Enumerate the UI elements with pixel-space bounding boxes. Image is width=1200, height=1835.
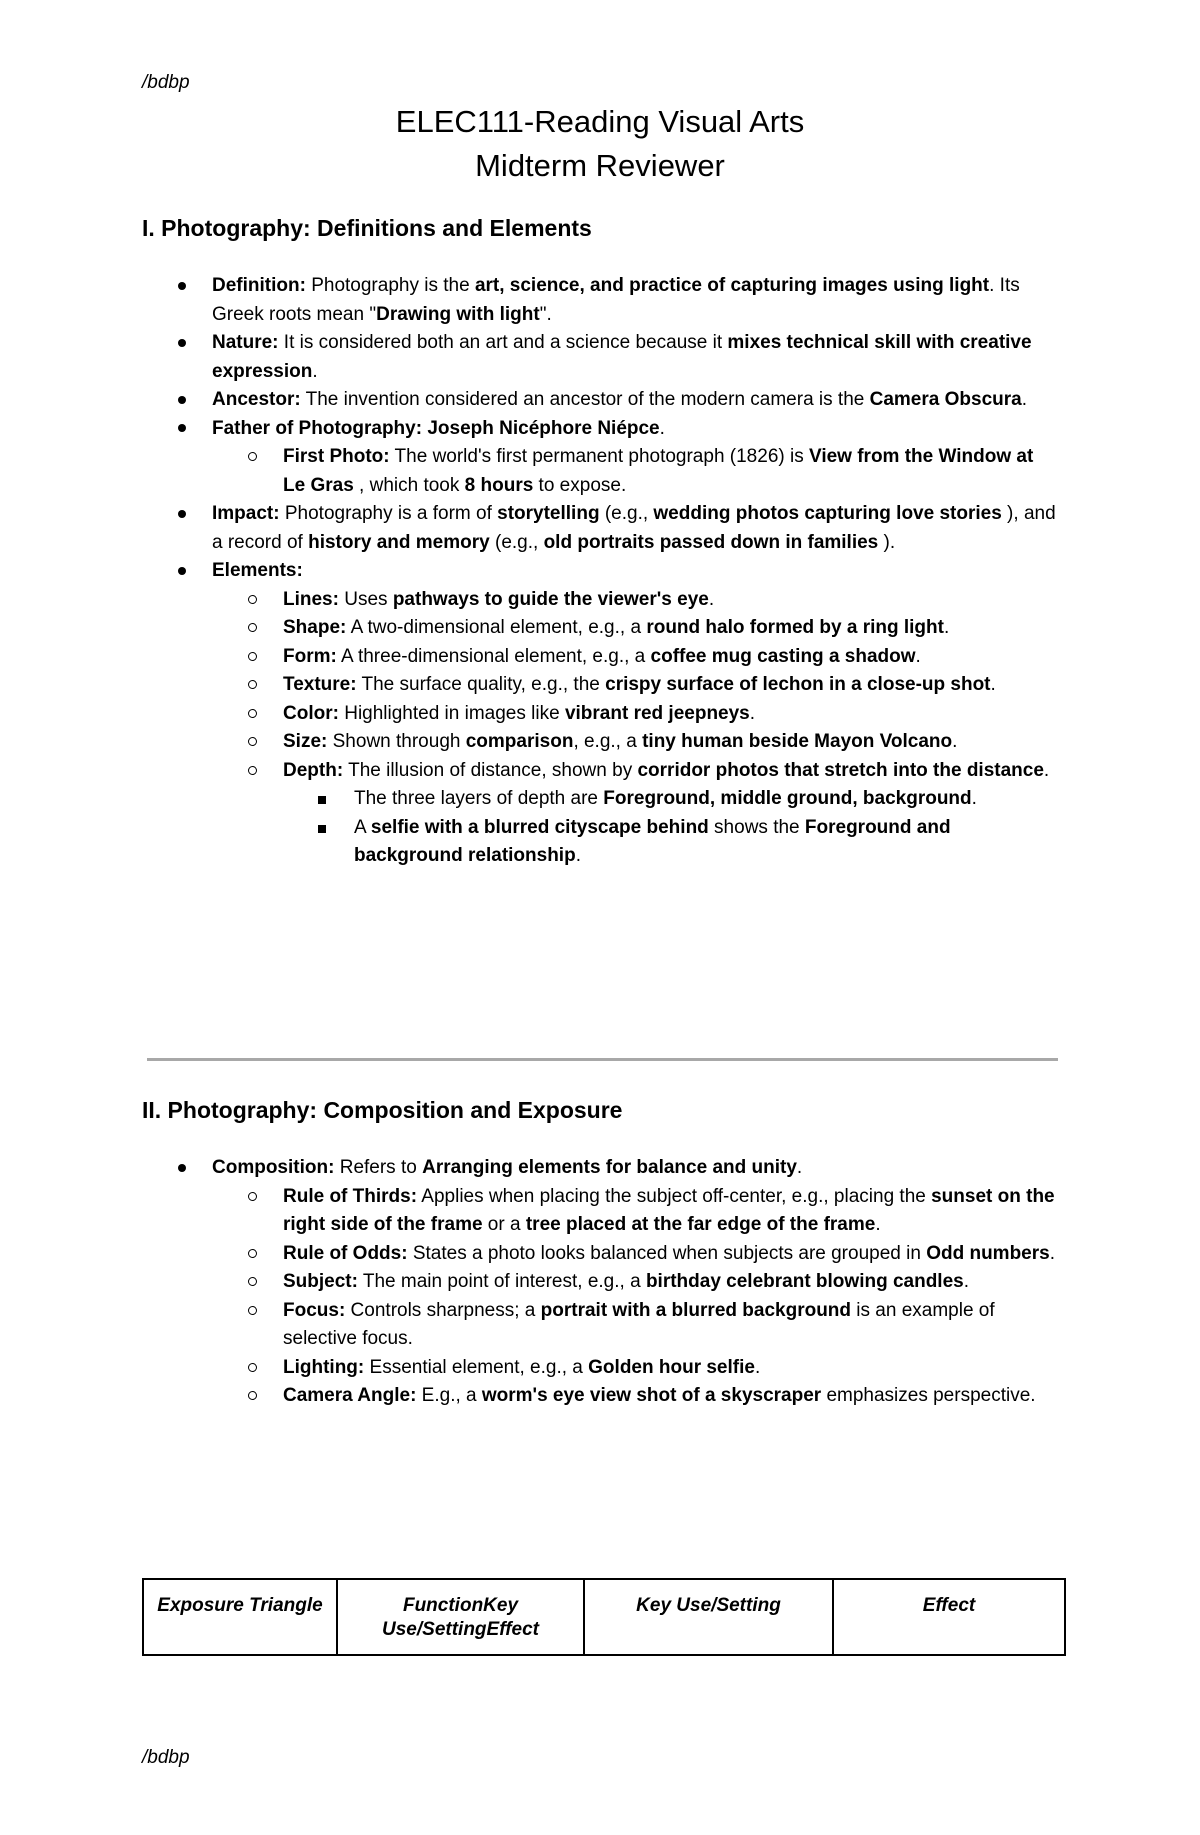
title-line-2: Midterm Reviewer (475, 148, 725, 183)
bullet-circle-icon (248, 1268, 257, 1297)
bullet-circle-icon (248, 1240, 257, 1269)
list-item-ancestor: Ancestor: The invention considered an ancestor of the modern camera is the Camera Obscura. (0, 386, 1062, 415)
bullet-circle-icon (248, 1354, 257, 1383)
list-item-depth: Depth: The illusion of distance, shown by corridor photos that stretch into the distance. (0, 757, 1058, 786)
section-2-list (0, 1154, 1200, 1411)
bullet-disc-icon (178, 557, 186, 586)
bullet-disc-icon (178, 272, 186, 301)
bullet-circle-icon (248, 757, 257, 786)
list-item-depth-selfie: A selfie with a blurred cityscape behind shows the Foreground and background relationship. (0, 814, 1044, 871)
header-tag: /bdbp (142, 72, 190, 93)
list-item-elements: Elements: (0, 557, 1062, 586)
list-item-rule-of-odds: Rule of Odds: States a photo looks balanced when subjects are grouped in Odd numbers. (0, 1240, 1058, 1269)
list-item-focus: Focus: Controls sharpness; a portrait with a blurred background is an example of selective focus. (0, 1297, 1058, 1354)
bullet-square-icon (318, 785, 326, 814)
list-item-shape: Shape: A two-dimensional element, e.g., a round halo formed by a ring light. (0, 614, 1058, 643)
list-item-depth-layers: The three layers of depth are Foreground, middle ground, background. (0, 785, 1044, 814)
table-header-effect: Effect (833, 1579, 1065, 1655)
section-2-heading: II. Photography: Composition and Exposure (142, 1097, 623, 1123)
bullet-circle-icon (248, 1297, 257, 1326)
bullet-circle-icon (248, 586, 257, 615)
bullet-circle-icon (248, 728, 257, 757)
bullet-square-icon (318, 814, 326, 843)
bullet-circle-icon (248, 614, 257, 643)
list-item-lines: Lines: Uses pathways to guide the viewer's eye. (0, 586, 1058, 615)
list-item-lighting: Lighting: Essential element, e.g., a Golden hour selfie. (0, 1354, 1058, 1383)
list-item-texture: Texture: The surface quality, e.g., the crispy surface of lechon in a close-up shot. (0, 671, 1058, 700)
bullet-circle-icon (248, 671, 257, 700)
bullet-circle-icon (248, 1382, 257, 1411)
list-item-impact: Impact: Photography is a form of storytelling (e.g., wedding photos capturing love stories ), and a record of history and memory (e.g., old portraits passed down in families ). (0, 500, 1062, 557)
list-item-nature: Nature: It is considered both an art and a science because it mixes technical skill with creative expression. (0, 329, 1062, 386)
table-header-key-use: Key Use/Setting (584, 1579, 833, 1655)
bullet-disc-icon (178, 415, 186, 444)
section-divider (147, 1058, 1058, 1061)
list-item-definition: Definition: Photography is the art, science, and practice of capturing images using light. Its Greek roots mean "Drawing with light". (0, 272, 1062, 329)
bullet-disc-icon (178, 329, 186, 358)
title-line-1: ELEC111-Reading Visual Arts (395, 104, 805, 139)
bullet-circle-icon (248, 643, 257, 672)
table-header-row (143, 1579, 1065, 1655)
bullet-disc-icon (178, 1154, 186, 1183)
list-item-first-photo: First Photo: The world's first permanent photograph (1826) is View from the Window at Le Gras , which took 8 hours to expose. (0, 443, 1058, 500)
list-item-composition: Composition: Refers to Arranging elements for balance and unity. (0, 1154, 1062, 1183)
exposure-table (142, 1578, 1066, 1656)
bullet-circle-icon (248, 1183, 257, 1212)
document-title (0, 100, 1200, 188)
bullet-disc-icon (178, 386, 186, 415)
list-item-camera-angle: Camera Angle: E.g., a worm's eye view shot of a skyscraper emphasizes perspective. (0, 1382, 1058, 1411)
list-item-size: Size: Shown through comparison, e.g., a tiny human beside Mayon Volcano. (0, 728, 1058, 757)
bullet-circle-icon (248, 700, 257, 729)
list-item-father: Father of Photography: Joseph Nicéphore Niépce. (0, 415, 1062, 444)
list-item-color: Color: Highlighted in images like vibrant red jeepneys. (0, 700, 1058, 729)
list-item-rule-of-thirds: Rule of Thirds: Applies when placing the subject off-center, e.g., placing the sunset on the right side of the frame or a tree placed at the far edge of the frame. (0, 1183, 1058, 1240)
table-header-exposure-triangle: Exposure Triangle (143, 1579, 337, 1655)
table-header-function: FunctionKey Use/SettingEffect (337, 1579, 584, 1655)
footer-tag: /bdbp (142, 1747, 190, 1768)
bullet-disc-icon (178, 500, 186, 529)
list-item-form: Form: A three-dimensional element, e.g., a coffee mug casting a shadow. (0, 643, 1058, 672)
bullet-circle-icon (248, 443, 257, 472)
section-1-heading: I. Photography: Definitions and Elements (142, 215, 592, 241)
list-item-subject: Subject: The main point of interest, e.g., a birthday celebrant blowing candles. (0, 1268, 1058, 1297)
section-1-list (0, 272, 1200, 871)
